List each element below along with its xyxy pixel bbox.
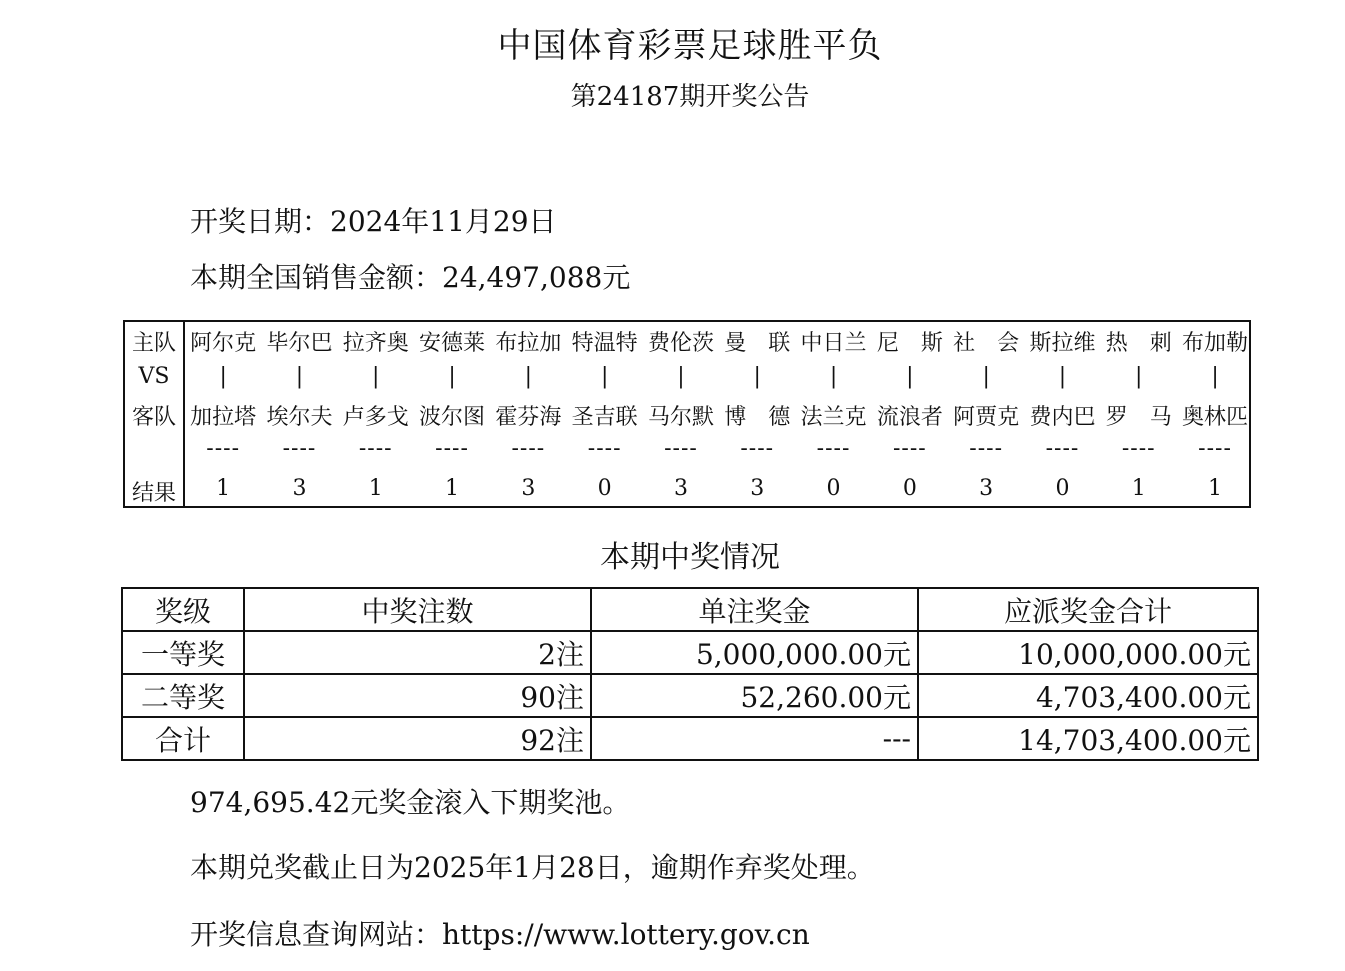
match-column [414,322,490,506]
away-team: 加拉塔 [190,405,257,430]
home-team: 中日兰 [800,331,867,356]
match-result: 3 [979,476,994,501]
match-result: 1 [1208,476,1223,501]
match-result: 1 [445,476,460,501]
match-result: 0 [1055,476,1070,501]
dash-divider: ---- [816,436,851,461]
header-total-prize: 应派奖金合计 [918,588,1258,631]
dash-divider: ---- [358,436,393,461]
issue-subtitle: 第24187期开奖公告 [570,82,810,112]
away-team: 阿贾克 [953,405,1020,430]
away-team: 马尔默 [647,405,714,430]
dash-divider: ---- [892,436,927,461]
match-result: 3 [521,476,536,501]
vs-label: VS [138,364,170,389]
vs-separator: | [1058,364,1067,389]
total-prize: 10,000,000.00元 [918,631,1258,674]
home-team: 特温特 [571,331,638,356]
vs-separator: | [448,364,456,389]
away-team: 流浪者 [876,405,943,430]
match-results-table [123,320,1251,508]
dash-divider: ---- [282,436,317,461]
match-column [185,322,261,506]
match-result: 0 [597,476,612,501]
dash-divider: ---- [740,436,775,461]
home-team: 布加勒 [1182,331,1249,356]
away-team: 圣吉联 [571,405,638,430]
away-team: 罗 马 [1105,405,1172,430]
winner-count: 2注 [244,631,591,674]
deadline-note: 本期兑奖截止日为2025年1月28日，逾期作弃奖处理。 [190,851,875,884]
prize-table [121,587,1259,761]
match-result: 1 [368,476,383,501]
away-team-label: 客队 [131,405,176,430]
vs-separator: | [753,364,761,389]
prize-per-bet: 5,000,000.00元 [591,631,918,674]
home-team: 安德莱 [419,331,486,356]
dash-divider: ---- [1198,436,1232,461]
home-team: 阿尔克 [190,331,257,356]
vs-separator: | [982,364,990,389]
match-column [567,322,643,506]
home-team: 社 会 [953,331,1020,356]
vs-separator: | [829,364,838,389]
header-winner-count: 中奖注数 [244,588,591,631]
away-team: 法兰克 [800,405,867,430]
dash-divider: ---- [587,436,622,461]
match-result: 1 [216,476,231,501]
match-column [719,322,795,506]
total-prize: 4,703,400.00元 [918,674,1258,717]
away-team: 埃尔夫 [266,405,333,430]
match-column [795,322,871,506]
home-team: 拉齐奥 [342,331,409,356]
prize-per-bet: --- [591,717,918,760]
prize-level: 合计 [122,717,244,760]
dash-divider: ---- [1121,436,1156,461]
vs-separator: | [600,364,609,389]
match-result: 3 [673,476,688,501]
dash-divider: ---- [1045,436,1080,461]
away-team: 费内巴 [1029,405,1096,430]
prize-level: 一等奖 [122,631,244,674]
vs-separator: | [1211,364,1219,389]
home-team: 曼 联 [724,331,791,356]
header-prize-per-bet: 单注奖金 [591,588,918,631]
match-result: 1 [1131,476,1146,501]
draw-date: 开奖日期：2024年11月29日 [190,205,557,238]
winner-count: 92注 [244,717,591,760]
dash-divider: ---- [206,436,241,461]
dash-divider: ---- [969,436,1004,461]
vs-separator: | [906,364,914,389]
match-column [1024,322,1100,506]
prize-table-header-row [122,588,1258,631]
prize-per-bet: 52,260.00元 [591,674,918,717]
match-column [490,322,566,506]
vs-separator: | [372,364,380,389]
rollover-note: 974,695.42元奖金滚入下期奖池。 [190,786,631,819]
match-column [338,322,414,506]
website-note: 开奖信息查询网站：https://www.lottery.gov.cn [190,918,810,951]
match-column [261,322,337,506]
home-team: 毕尔巴 [266,331,333,356]
match-column [643,322,719,506]
dash-divider: ---- [511,436,546,461]
vs-separator: | [1135,364,1143,389]
home-team: 热 刺 [1105,331,1172,356]
home-team-label: 主队 [131,331,176,356]
away-team: 博 德 [724,405,791,430]
dash-divider: ---- [664,436,698,461]
total-prize: 14,703,400.00元 [918,717,1258,760]
vs-separator: | [524,364,533,389]
match-column [1101,322,1177,506]
home-team: 费伦茨 [647,331,714,356]
match-column [1177,322,1253,506]
page-title: 中国体育彩票足球胜平负 [497,26,883,66]
away-team: 波尔图 [419,405,486,430]
match-result: 3 [292,476,307,501]
away-team: 奥林匹 [1182,405,1249,430]
prize-section-title: 本期中奖情况 [600,540,780,575]
dash-divider: ---- [435,436,469,461]
header-prize-level: 奖级 [122,588,244,631]
match-result: 0 [902,476,917,501]
result-label: 结果 [131,481,176,506]
vs-separator: | [219,364,227,389]
table-row [122,631,1258,674]
match-result: 3 [750,476,765,501]
vs-separator: | [677,364,685,389]
match-result: 0 [826,476,841,501]
winner-count: 90注 [244,674,591,717]
away-team: 卢多戈 [342,405,409,430]
match-row-header-column [125,322,185,506]
vs-separator: | [295,364,304,389]
home-team: 尼 斯 [876,331,943,356]
sales-amount: 本期全国销售金额：24,497,088元 [190,261,631,294]
table-row [122,717,1258,760]
away-team: 霍芬海 [495,405,562,430]
match-column [872,322,948,506]
match-column [948,322,1024,506]
home-team: 布拉加 [495,331,562,356]
table-row [122,674,1258,717]
home-team: 斯拉维 [1029,331,1096,356]
prize-level: 二等奖 [122,674,244,717]
